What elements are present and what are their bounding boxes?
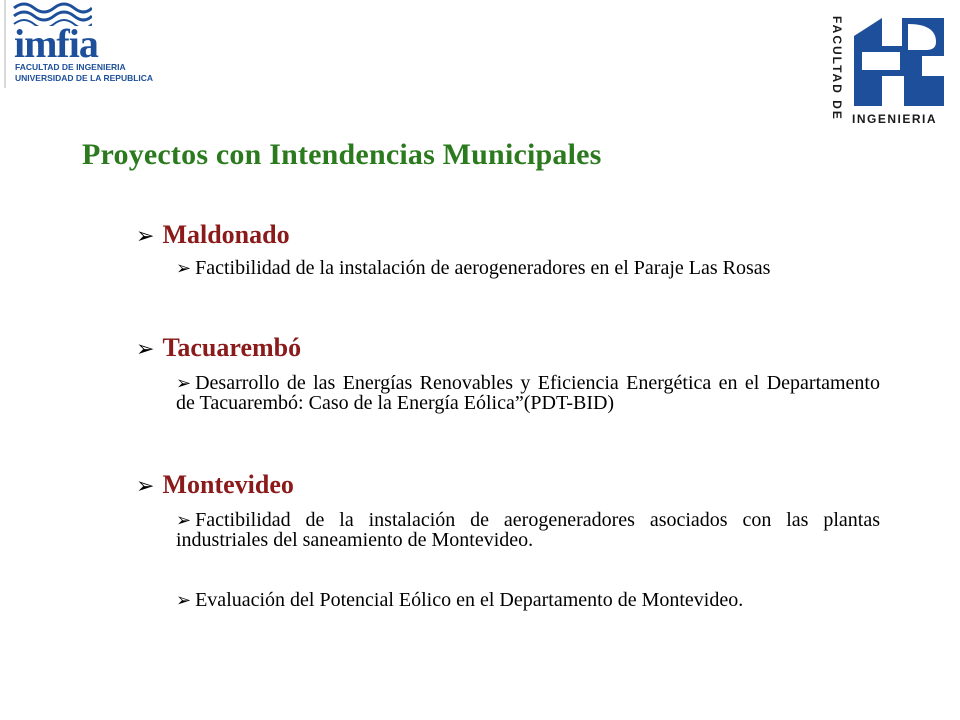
section-heading-tacuarembo [136, 333, 301, 363]
logo-divider [4, 0, 6, 88]
section-heading-maldonado [136, 220, 290, 250]
arrow-bullet-icon: ➢ [136, 223, 155, 248]
imfia-logo [4, 0, 168, 88]
arrow-bullet-icon: ➢ [176, 590, 192, 610]
page-title: Proyectos con Intendencias Municipales [82, 138, 602, 171]
section-heading-montevideo [136, 470, 294, 500]
list-item-text: Evaluación del Potencial Eólico en el Departamento de Montevideo. [195, 589, 744, 611]
list-item [176, 373, 880, 413]
arrow-bullet-icon: ➢ [176, 510, 192, 530]
section-heading-label: Tacuarembó [162, 333, 302, 362]
list-item [176, 258, 880, 278]
arrow-bullet-icon: ➢ [136, 473, 155, 498]
logo-vertical-text: FACULTAD DE [830, 16, 844, 121]
list-item-text: Factibilidad de la instalación de aerogeneradores asociados con las plantas industriales del saneamiento de Montevideo. [176, 509, 880, 551]
facultad-logo [828, 12, 948, 130]
section-heading-label: Montevideo [162, 470, 294, 499]
list-item [176, 510, 880, 550]
arrow-bullet-icon: ➢ [176, 258, 192, 278]
logo-horizontal-text: INGENIERIA [852, 112, 938, 126]
section-heading-label: Maldonado [162, 220, 290, 249]
facultad-emblem-icon [852, 16, 946, 108]
arrow-bullet-icon: ➢ [176, 373, 192, 393]
logo-university-line: UNIVERSIDAD DE LA REPUBLICA [15, 73, 154, 83]
logo-wordmark: imfia [14, 21, 98, 66]
list-item-text: Factibilidad de la instalación de aerogeneradores en el Paraje Las Rosas [195, 257, 771, 279]
logo-faculty-line: FACULTAD DE INGENIERIA [15, 62, 126, 72]
arrow-bullet-icon: ➢ [136, 336, 155, 361]
list-item-text: Desarrollo de las Energías Renovables y Eficiencia Energética en el Departamento de Tacuarembó: Caso de la Energía Eólica”(PDT-BID) [176, 372, 880, 414]
list-item [176, 590, 880, 610]
